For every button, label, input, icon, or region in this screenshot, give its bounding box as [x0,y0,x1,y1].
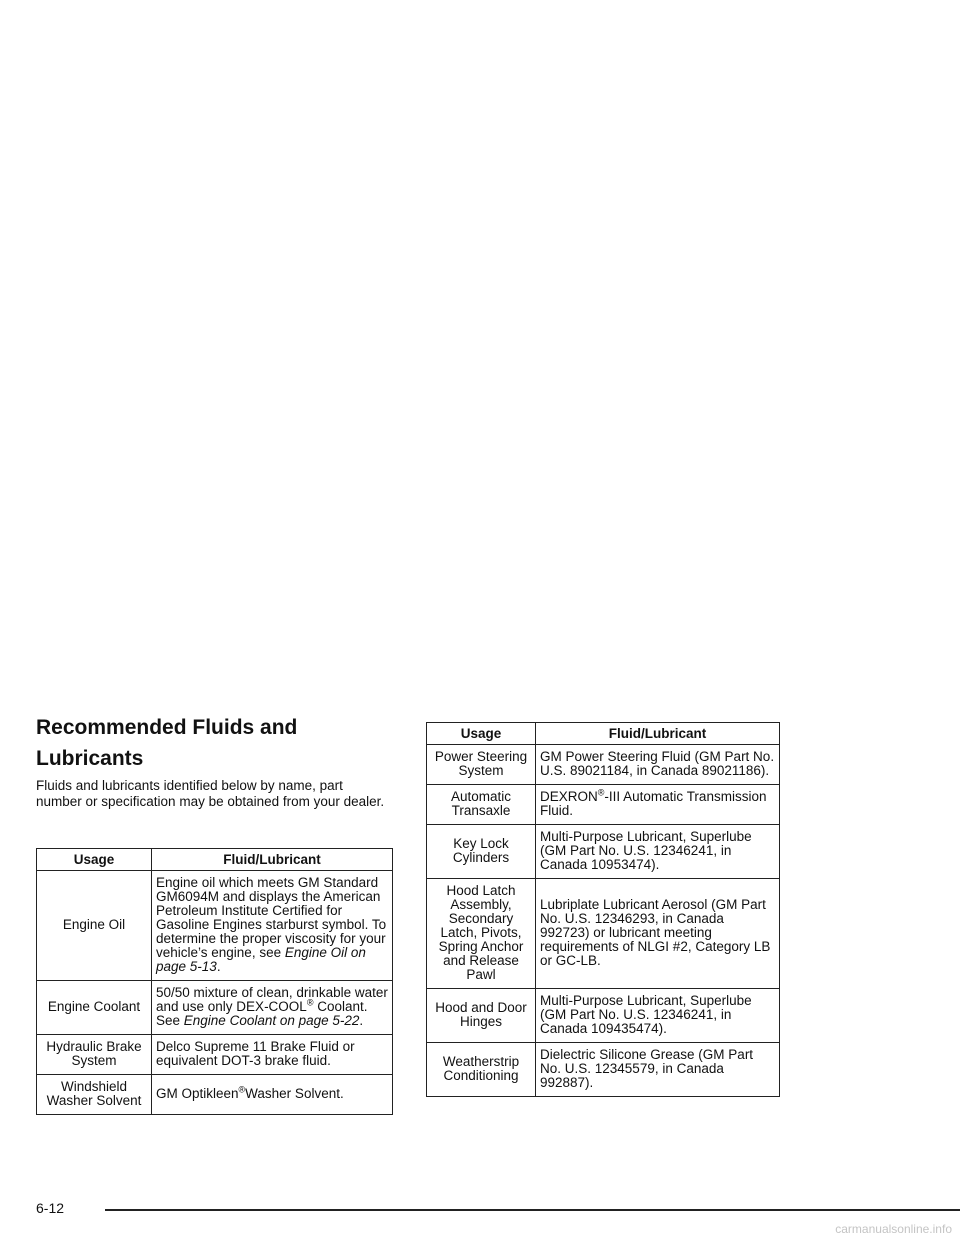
table-row [37,981,393,1035]
page-number: 6-12 [36,1200,65,1216]
usage-cell: Engine Oil [37,871,152,981]
fluid-cell: Multi-Purpose Lubricant, Superlube (GM Part No. U.S. 12346241, in Canada 109435474). [536,989,780,1043]
table-row [427,1043,780,1097]
fluid-cell: Multi-Purpose Lubricant, Superlube (GM Part No. U.S. 12346241, in Canada 10953474). [536,825,780,879]
table-row [427,879,780,989]
table-row [427,989,780,1043]
section-title: Recommended Fluids and Lubricants [36,716,298,770]
fluid-cell [152,871,393,981]
fluid-column-header: Fluid/Lubricant [536,723,780,745]
fluid-text-tail: . [216,959,221,974]
watermark: carmanualsonline.info [835,1222,952,1236]
fluid-cell: Lubriplate Lubricant Aerosol (GM Part No. U.S. 12346293, in Canada 992723) or lubricant meeting requirements of NLGI #2, Category LB or GC-LB. [536,879,780,989]
table-row [427,785,780,825]
usage-cell: Hood Latch Assembly, Secondary Latch, Pivots, Spring Anchor and Release Pawl [427,879,536,989]
usage-column-header: Usage [427,723,536,745]
registered-mark: ® [306,997,314,1008]
fluid-cell: Dielectric Silicone Grease (GM Part No. U.S. 12345579, in Canada 992887). [536,1043,780,1097]
fluid-text-tail: . [359,1013,364,1028]
usage-cell: Weatherstrip Conditioning [427,1043,536,1097]
fluid-text-cont: Washer Solvent. [245,1086,344,1101]
registered-mark: ® [597,787,605,798]
fluid-text-cont: Coolant. See [156,999,368,1028]
usage-cell: Engine Coolant [37,981,152,1035]
page-reference-link[interactable]: Engine Coolant on page 5-22 [183,1013,360,1028]
table-row [37,1075,393,1115]
footer-divider [105,1209,960,1211]
fluid-cell [152,981,393,1035]
usage-cell: Windshield Washer Solvent [37,1075,152,1115]
table-row [427,825,780,879]
fluid-text: 50/50 mixture of clean, drinkable water and use only DEX-COOL [156,985,388,1014]
page-reference-link[interactable]: Engine Oil on page 5-13 [156,945,366,974]
fluids-table-left [36,848,393,1115]
fluid-cell: Delco Supreme 11 Brake Fluid or equivalent DOT-3 brake fluid. [152,1035,393,1075]
fluid-text: Engine oil which meets GM Standard GM6094M and displays the American Petroleum Institute Certified for Gasoline Engines starburst symbol. To determine the proper viscosity for your vehicle’s engine, see [156,875,387,960]
fluid-cell [536,785,780,825]
usage-cell: Hood and Door Hinges [427,989,536,1043]
usage-cell: Key Lock Cylinders [427,825,536,879]
fluid-cell [152,1075,393,1115]
fluid-text-cont: -III Automatic Transmission Fluid. [540,789,767,818]
table-row [37,871,393,981]
fluid-text: GM Optikleen [156,1086,239,1101]
fluid-text: DEXRON [540,789,598,804]
fluids-table-right [426,722,780,1097]
fluid-cell: GM Power Steering Fluid (GM Part No. U.S. 89021184, in Canada 89021186). [536,745,780,785]
table-row [427,745,780,785]
table-row [37,1035,393,1075]
usage-cell: Hydraulic Brake System [37,1035,152,1075]
fluid-column-header: Fluid/Lubricant [152,849,393,871]
table-header-row [37,849,393,871]
usage-cell: Automatic Transaxle [427,785,536,825]
registered-mark: ® [238,1084,246,1095]
usage-column-header: Usage [37,849,152,871]
table-header-row [427,723,780,745]
intro-paragraph: Fluids and lubricants identified below by name, part number or specification may be obtained from your dealer. [36,778,385,809]
usage-cell: Power Steering System [427,745,536,785]
